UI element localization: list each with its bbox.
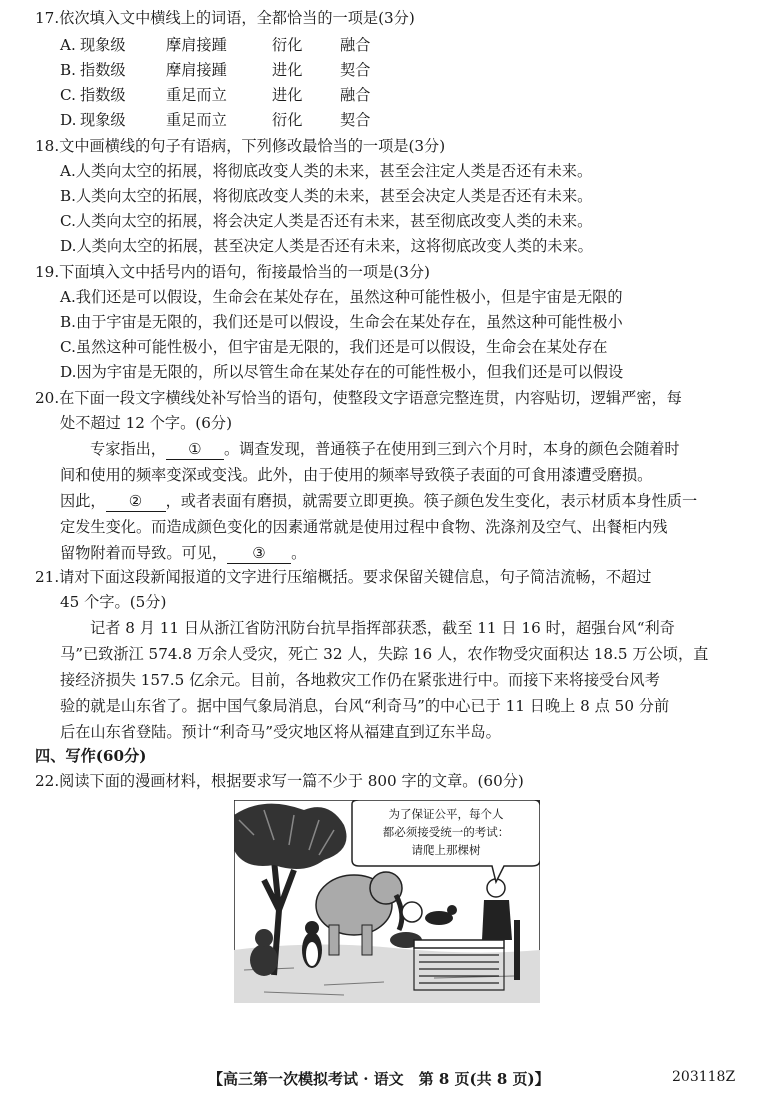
option-word: 重足而立: [166, 86, 227, 104]
q18-stem: 18.文中画横线的句子有语病，下列修改最恰当的一项是(3分): [35, 137, 446, 155]
bubble-line-3: 请爬上那棵树: [411, 843, 481, 857]
q18-option-c: C.人类向太空的拓展，将会决定人类是否还有未来，甚至彻底改变人类的未来。: [60, 212, 593, 230]
q19-option-a: A.我们还是可以假设，生命会在某处存在，虽然这种可能性极小，但是宇宙是无限的: [60, 288, 623, 306]
option-word: 契合: [340, 61, 371, 79]
passage-text: 留物附着而导致。可见，: [60, 544, 228, 562]
penguin-head: [305, 921, 319, 935]
option-word: 融合: [340, 36, 371, 54]
bubble-line-1: 为了保证公平，每个人: [388, 807, 504, 821]
ground: [234, 944, 540, 1003]
elephant-leg: [362, 925, 372, 955]
q21-passage-line2: 马”已致浙江 574.8 万余人受灾，死亡 32 人，失踪 16 人，农作物受灾面积达 18.5 万公顷，直: [60, 645, 709, 663]
q21-passage-line1: 记者 8 月 11 日从浙江省防汛防台抗旱指挥部获悉，截至 11 日 16 时，超强台风“利奇: [90, 619, 675, 637]
option-word: 指数级: [80, 61, 126, 79]
option-letter: C.: [60, 86, 76, 104]
option-word: 摩肩接踵: [166, 36, 227, 54]
option-word: 现象级: [80, 111, 126, 129]
q21-passage-line5: 后在山东省登陆。预计“利奇马”受灾地区将从福建直到辽东半岛。: [60, 723, 501, 741]
q20-passage-line2: 间和使用的频率变深或变浅。此外，由于使用的频率导致筷子表面的可食用漆遭受磨损。: [60, 466, 653, 484]
dog-head: [447, 905, 457, 915]
option-letter: A.: [60, 36, 76, 54]
elephant-leg: [329, 925, 339, 955]
option-word: 衍化: [272, 36, 303, 54]
q17-stem: 17.依次填入文中横线上的词语，全都恰当的一项是(3分): [35, 9, 415, 27]
option-letter: B.: [60, 61, 76, 79]
passage-text: 。调查发现，普通筷子在使用到三到六个月时，本身的颜色会随着时: [223, 440, 680, 458]
penguin-belly: [306, 942, 318, 966]
q19-option-c: C.虽然这种可能性极小，但宇宙是无限的，我们还是可以假设，生命会在某处存在: [60, 338, 608, 356]
chair: [514, 920, 520, 980]
q22-stem: 22.阅读下面的漫画材料，根据要求写一篇不少于 800 字的文章。(60分): [35, 772, 524, 790]
q17-option-d: [60, 110, 370, 130]
q19-stem: 19.下面填入文中括号内的语句，衔接最恰当的一项是(3分): [35, 263, 430, 281]
option-word: 融合: [340, 86, 371, 104]
blank-1[interactable]: ①: [166, 439, 224, 460]
option-word: 进化: [272, 86, 303, 104]
q20-stem-line2: 处不超过 12 个字。(6分): [60, 414, 232, 432]
q21-stem-line2: 45 个字。(5分): [60, 593, 167, 611]
q19-option-d: D.因为宇宙是无限的，所以尽管生命在某处存在的可能性极小，但我们还是可以假设: [60, 363, 624, 381]
option-word: 摩肩接踵: [166, 61, 227, 79]
q18-option-a: A.人类向太空的拓展，将彻底改变人类的未来，甚至会注定人类是否还有未来。: [60, 162, 593, 180]
blank-3[interactable]: ③: [227, 543, 291, 564]
option-word: 重足而立: [166, 111, 227, 129]
page-footer: 【高三第一次模拟考试 · 语文 第 8 页(共 8 页)】: [208, 1070, 550, 1088]
q17-option-b: [60, 60, 370, 80]
section-title: 四、写作(60分): [35, 747, 147, 765]
passage-text: ，或者表面有磨损，就需要立即更换。筷子颜色发生变化，表示材质本身性质一: [165, 492, 698, 510]
option-letter: D.: [60, 111, 77, 129]
q20-passage-line4: 定发生变化。而造成颜色变化的因素通常就是使用过程中食物、洗涤剂及空气、出餐柜内残: [60, 518, 668, 536]
monkey-body: [250, 944, 278, 976]
monkey-head: [255, 929, 273, 947]
q20-passage-line5: [60, 543, 306, 564]
cartoon-illustration: [234, 800, 540, 1003]
option-word: 衍化: [272, 111, 303, 129]
q20-passage-line3: [60, 491, 697, 512]
q18-option-d: D.人类向太空的拓展，甚至决定人类是否还有未来，这将彻底改变人类的未来。: [60, 237, 593, 255]
q17-option-a: [60, 35, 370, 55]
passage-text: 因此，: [60, 492, 106, 510]
q17-option-c: [60, 85, 370, 105]
q21-stem-line1: 21.请对下面这段新闻报道的文字进行压缩概括。要求保留关键信息，句子简洁流畅，不超过: [35, 568, 652, 586]
desk-top: [414, 940, 504, 948]
examiner-body: [482, 900, 512, 940]
option-word: 现象级: [80, 36, 126, 54]
q18-option-b: B.人类向太空的拓展，将彻底改变人类的未来，甚至会决定人类是否还有未来。: [60, 187, 593, 205]
option-word: 契合: [340, 111, 371, 129]
passage-text: 。: [291, 544, 307, 562]
passage-text: 专家指出，: [90, 440, 166, 458]
blank-2[interactable]: ②: [106, 491, 166, 512]
exam-code: 203118Z: [672, 1069, 736, 1085]
q19-option-b: B.由于宇宙是无限的，我们还是可以假设，生命会在某处存在，虽然这种可能性极小: [60, 313, 623, 331]
q21-passage-line3: 接经济损失 157.5 亿余元。目前，各地救灾工作仍在紧张进行中。而接下来将接受台风考: [60, 671, 660, 689]
fishbowl: [402, 902, 422, 922]
bubble-line-2: 都必须接受统一的考试：: [382, 825, 510, 839]
option-word: 进化: [272, 61, 303, 79]
q20-passage-line1: [90, 439, 680, 460]
q20-stem-line1: 20.在下面一段文字横线处补写恰当的语句，使整段文字语意完整连贯，内容贴切，逻辑严密，每: [35, 389, 682, 407]
option-word: 指数级: [80, 86, 126, 104]
q21-passage-line4: 验的就是山东省了。据中国气象局消息，台风“利奇马”的中心已于 11 日晚上 8 点 50 分前: [60, 697, 670, 715]
